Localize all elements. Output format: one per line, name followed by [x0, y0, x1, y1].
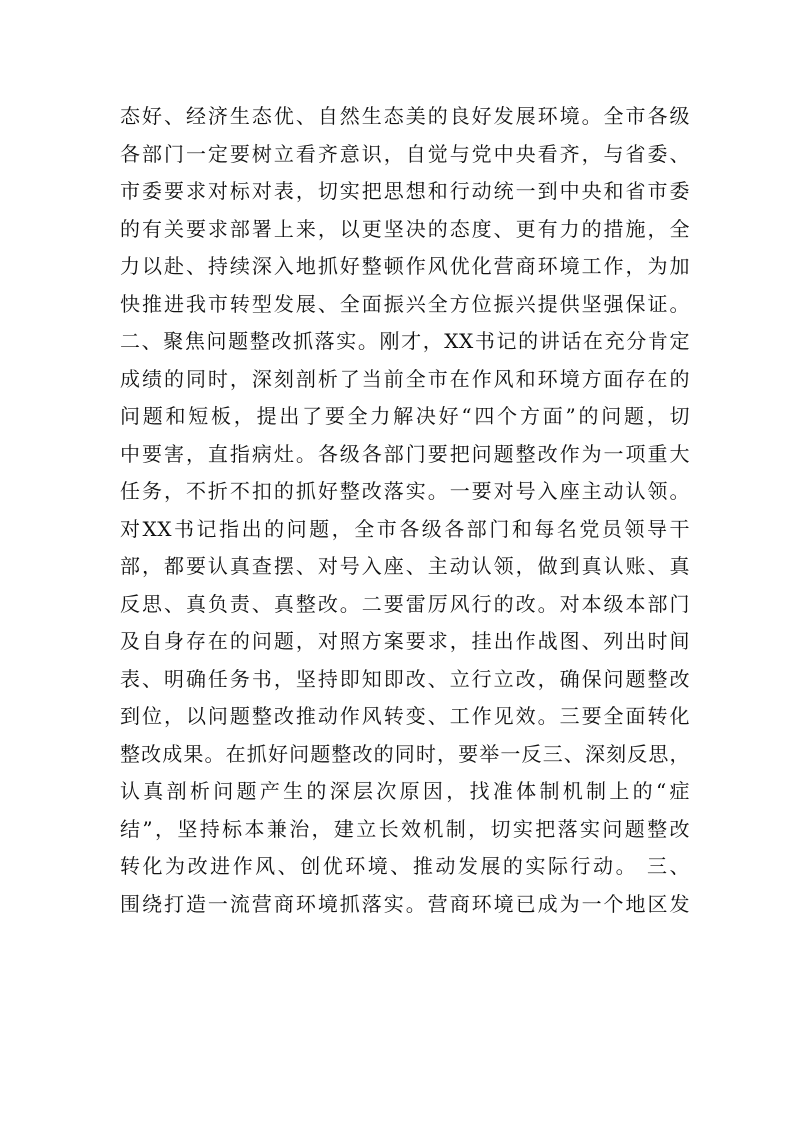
text-line: 认真剖析问题产生的深层次原因，找准体制机制上的“症 — [120, 779, 690, 803]
text-line: 市委要求对标对表，切实把思想和行动统一到中央和省市委 — [120, 179, 690, 203]
text-line: 对XX书记指出的问题，全市各级各部门和每名党员领导干 — [120, 516, 690, 541]
body-text — [120, 98, 690, 923]
text-line: 反思、真负责、真整改。二要雷厉风行的改。对本级本部门 — [120, 591, 690, 616]
text-line: 整改成果。在抓好问题整改的同时，要举一反三、深刻反思， — [120, 741, 690, 766]
text-line: 转化为改进作风、创优环境、推动发展的实际行动。 三、 — [120, 854, 690, 878]
text-line: 任务，不折不扣的抓好整改落实。一要对号入座主动认领。 — [120, 479, 690, 503]
text-line: 成绩的同时，深刻剖析了当前全市在作风和环境方面存在的 — [120, 366, 690, 391]
text-line: 问题和短板，提出了要全力解决好“四个方面”的问题，切 — [120, 404, 690, 428]
text-line: 二、聚焦问题整改抓落实。刚才，XX书记的讲话在充分肯定 — [120, 329, 690, 353]
text-line: 部，都要认真查摆、对号入座、主动认领，做到真认账、真 — [120, 554, 690, 578]
text-line: 及自身存在的问题，对照方案要求，挂出作战图、列出时间 — [120, 629, 690, 653]
text-line: 表、明确任务书，坚持即知即改、立行立改，确保问题整改 — [120, 666, 690, 691]
text-line: 结”，坚持标本兼治，建立长效机制，切实把落实问题整改 — [120, 816, 690, 841]
text-line: 的有关要求部署上来，以更坚决的态度、更有力的措施，全 — [120, 216, 690, 241]
text-line: 到位，以问题整改推动作风转变、工作见效。三要全面转化 — [120, 704, 690, 728]
text-line: 各部门一定要树立看齐意识，自觉与党中央看齐，与省委、 — [120, 141, 690, 166]
text-line: 力以赴、持续深入地抓好整顿作风优化营商环境工作，为加 — [120, 254, 690, 278]
text-line: 中要害，直指病灶。各级各部门要把问题整改作为一项重大 — [120, 441, 690, 466]
text-line: 态好、经济生态优、自然生态美的良好发展环境。全市各级 — [120, 104, 690, 128]
text-line: 围绕打造一流营商环境抓落实。营商环境已成为一个地区发 — [120, 891, 690, 916]
text-line: 快推进我市转型发展、全面振兴全方位振兴提供坚强保证。 — [120, 291, 690, 316]
